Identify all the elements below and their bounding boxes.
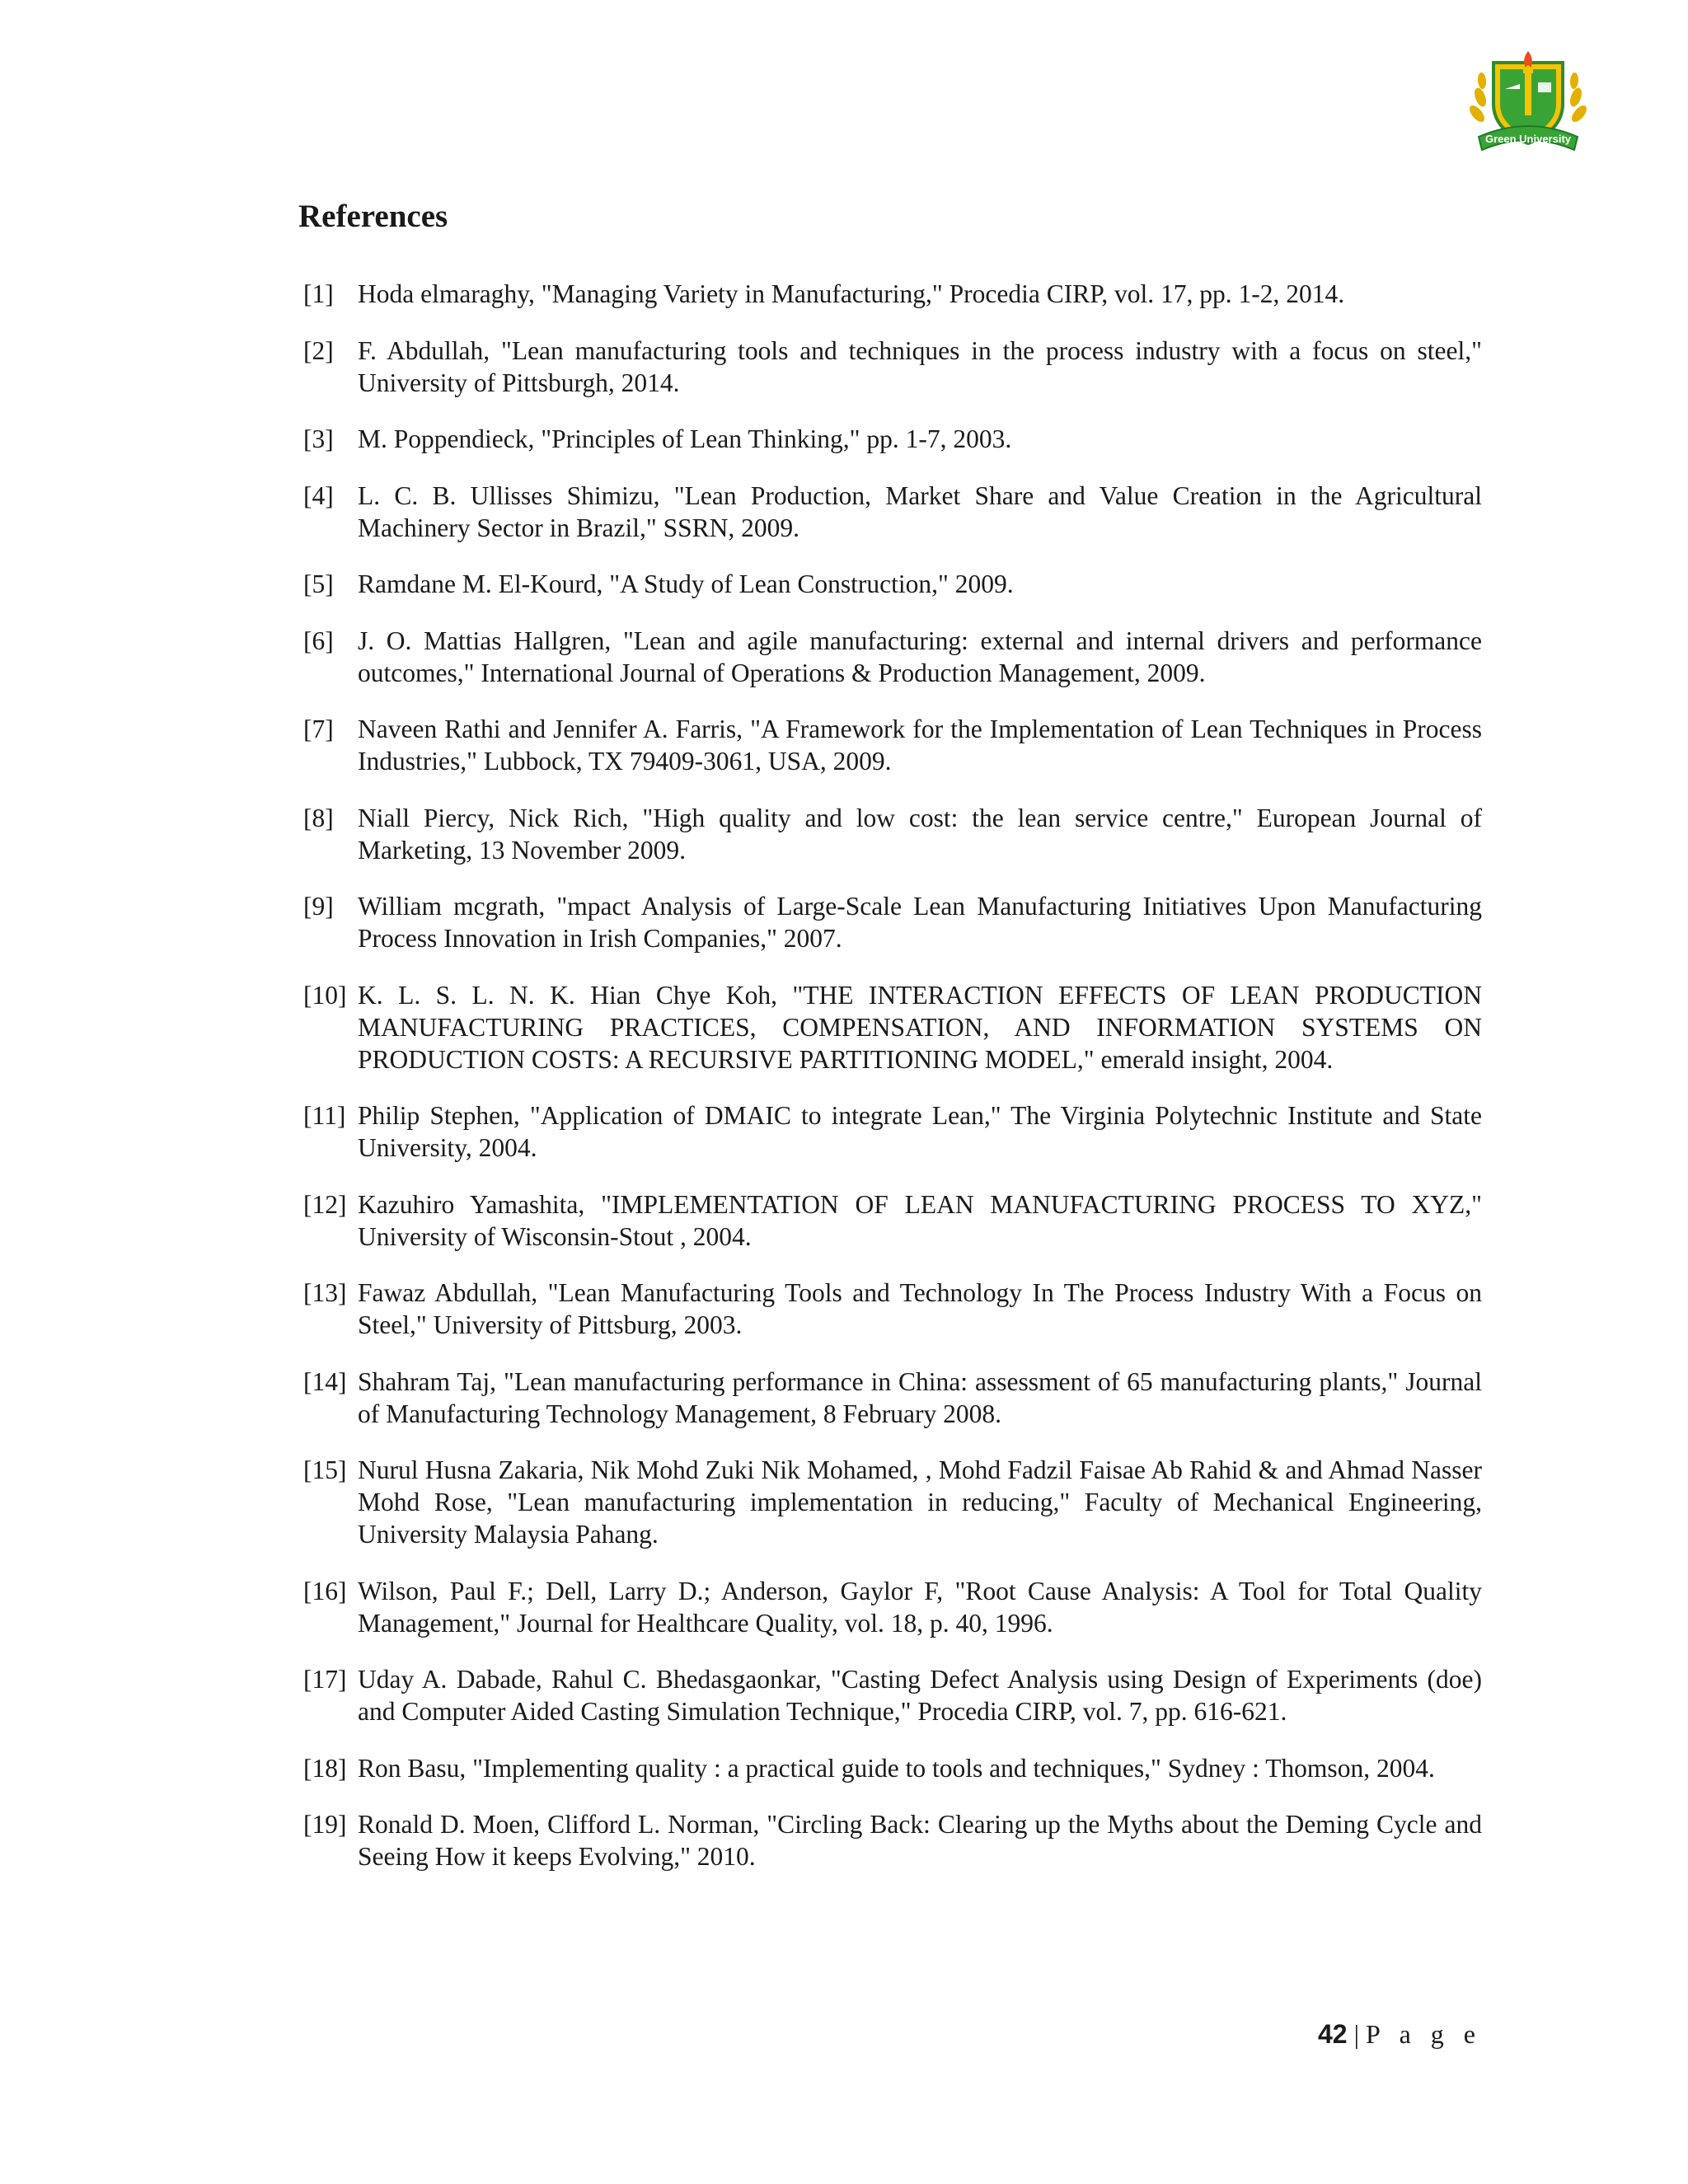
reference-number: [12] xyxy=(303,1189,347,1219)
reference-text: M. Poppendieck, "Principles of Lean Thinking," pp. 1-7, 2003. xyxy=(358,424,1012,453)
reference-number: [7] xyxy=(303,715,334,743)
reference-text: Philip Stephen, "Application of DMAIC to integrate Lean," The Virginia Polytechnic Institute and State University, 2004. xyxy=(358,1101,1482,1162)
reference-text: Uday A. Dabade, Rahul C. Bhedasgaonkar, "Casting Defect Analysis using Design of Experiments (doe) and Computer Aided Casting Simulation Technique," Procedia CIRP, vol. 7, pp. 616-621. xyxy=(358,1665,1482,1726)
reference-text: Ron Basu, "Implementing quality : a practical guide to tools and techniques," Sydney : Thomson, 2004. xyxy=(358,1753,1435,1783)
page-footer xyxy=(1318,2018,1482,2050)
page-label: P a g e xyxy=(1365,2019,1482,2049)
reference-item xyxy=(303,423,1482,455)
reference-text: Kazuhiro Yamashita, "IMPLEMENTATION OF LEAN MANUFACTURING PROCESS TO XYZ," University of Wisconsin-Stout , 2004. xyxy=(358,1189,1482,1251)
reference-text: L. C. B. Ullisses Shimizu, "Lean Production, Market Share and Value Creation in the Agricultural Machinery Sector in Brazil," SSRN, 2009. xyxy=(358,480,1482,542)
reference-number: [8] xyxy=(303,803,334,832)
references-heading: References xyxy=(298,199,448,234)
reference-number: [9] xyxy=(303,892,334,921)
reference-number: [19] xyxy=(303,1810,347,1839)
reference-item xyxy=(303,335,1482,399)
reference-item xyxy=(303,625,1482,689)
logo-ribbon-text: Green University xyxy=(1484,133,1572,145)
reference-text: Wilson, Paul F.; Dell, Larry D.; Anderson, Gaylor F, "Root Cause Analysis: A Tool for Total Quality Management," Journal for Healthcare Quality, vol. 18, p. 40, 1996. xyxy=(358,1576,1482,1638)
reference-number: [14] xyxy=(303,1366,347,1396)
reference-text: Fawaz Abdullah, "Lean Manufacturing Tools and Technology In The Process Industry With a Focus on Steel," University of Pittsburg, 2003. xyxy=(358,1278,1482,1339)
reference-item xyxy=(303,1454,1482,1550)
reference-number: [17] xyxy=(303,1665,347,1694)
reference-item xyxy=(303,1575,1482,1639)
reference-item xyxy=(303,1099,1482,1164)
reference-item xyxy=(303,890,1482,954)
references-list xyxy=(303,278,1482,1897)
reference-text: Nurul Husna Zakaria, Nik Mohd Zuki Nik Mohamed, , Mohd Fadzil Faisae Ab Rahid & and Ahmad Nasser Mohd Rose, "Lean manufacturing implementation in reducing," Faculty of Mechanical Engineering, University Malaysia Pahang. xyxy=(358,1455,1482,1549)
reference-number: [2] xyxy=(303,335,334,365)
reference-item xyxy=(303,1277,1482,1341)
reference-item xyxy=(303,278,1482,310)
reference-item xyxy=(303,1366,1482,1430)
reference-text: William mcgrath, "mpact Analysis of Large-Scale Lean Manufacturing Initiatives Upon Manufacturing Process Innovation in Irish Companies," 2007. xyxy=(358,892,1482,953)
reference-text: Ronald D. Moen, Clifford L. Norman, "Circling Back: Clearing up the Myths about the Deming Cycle and Seeing How it keeps Evolving," 2010. xyxy=(358,1810,1482,1871)
reference-item xyxy=(303,1752,1482,1784)
page-number: 42 xyxy=(1317,2019,1348,2049)
reference-number: [1] xyxy=(303,279,334,308)
reference-item xyxy=(303,713,1482,777)
reference-item xyxy=(303,1808,1482,1872)
reference-text: Naveen Rathi and Jennifer A. Farris, "A Framework for the Implementation of Lean Techniques in Process Industries," Lubbock, TX 79409-3061, USA, 2009. xyxy=(358,715,1482,776)
reference-number: [16] xyxy=(303,1576,347,1605)
reference-number: [4] xyxy=(303,480,334,510)
university-logo xyxy=(1462,40,1594,163)
reference-number: [13] xyxy=(303,1278,347,1307)
reference-text: Shahram Taj, "Lean manufacturing performance in China: assessment of 65 manufacturing plants," Journal of Manufacturing Technology Management, 8 February 2008. xyxy=(358,1366,1482,1428)
reference-item xyxy=(303,1188,1482,1253)
reference-text: F. Abdullah, "Lean manufacturing tools and techniques in the process industry with a focus on steel," University of Pittsburgh, 2014. xyxy=(358,335,1482,397)
reference-text: K. L. S. L. N. K. Hian Chye Koh, "THE INTERACTION EFFECTS OF LEAN PRODUCTION MANUFACTURING PRACTICES, COMPENSATION, AND INFORMATION SYSTEMS ON PRODUCTION COSTS: A RECURSIVE PARTITIONING MODEL," emerald insight, 2004. xyxy=(358,980,1482,1074)
reference-number: [3] xyxy=(303,424,334,453)
reference-number: [6] xyxy=(303,626,334,655)
reference-number: [11] xyxy=(303,1101,346,1130)
reference-item xyxy=(303,480,1482,544)
reference-item xyxy=(303,1663,1482,1727)
reference-item xyxy=(303,802,1482,866)
reference-number: [5] xyxy=(303,569,334,598)
reference-item xyxy=(303,568,1482,600)
reference-text: Niall Piercy, Nick Rich, "High quality and low cost: the lean service centre," European Journal of Marketing, 13 November 2009. xyxy=(358,803,1482,865)
reference-number: [15] xyxy=(303,1455,347,1484)
reference-text: Ramdane M. El-Kourd, "A Study of Lean Construction," 2009. xyxy=(358,569,1014,598)
reference-number: [10] xyxy=(303,980,347,1010)
reference-item xyxy=(303,979,1482,1076)
reference-text: Hoda elmaraghy, "Managing Variety in Manufacturing," Procedia CIRP, vol. 17, pp. 1-2, 2014. xyxy=(358,279,1345,308)
page-separator: | xyxy=(1353,2019,1359,2049)
green-university-crest-icon xyxy=(1462,40,1594,163)
reference-number: [18] xyxy=(303,1753,347,1783)
reference-text: J. O. Mattias Hallgren, "Lean and agile manufacturing: external and internal drivers and performance outcomes," International Journal of Operations & Production Management, 2009. xyxy=(358,626,1482,687)
